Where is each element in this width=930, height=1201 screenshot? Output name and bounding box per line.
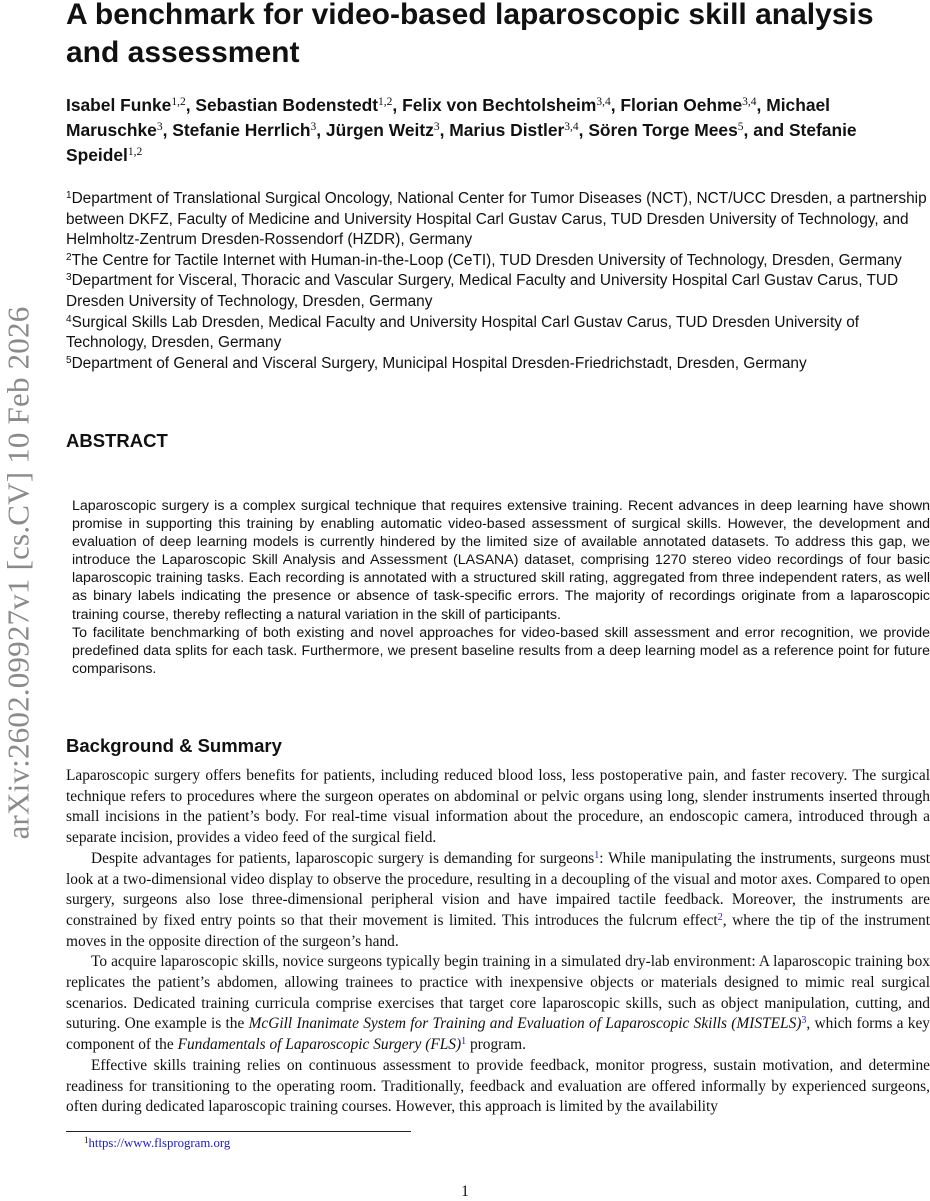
affiliation-text: The Centre for Tactile Internet with Human-in-the-Loop (CeTI), TUD Dresden University of Technology, Dresden, Germany [71,251,902,269]
footnote-url-link[interactable]: https://www.flsprogram.org [88,1136,231,1150]
abstract-paragraph: Laparoscopic surgery is a complex surgical technique that requires extensive training. Recent advances in deep learning have shown promise in supporting this training by enabling automatic video-based assessment of surgical skills. However, the development and evaluation of deep learning models is currently hindered by the limited size of available annotated datasets. To address this gap, we introduce the Laparoscopic Skill Analysis and Assessment (LASANA) dataset, comprising 1270 stereo video recordings of four basic laparoscopic training tasks. Each recording is annotated with a structured skill rating, aggregated from three independent raters, as well as binary labels indicating the presence or absence of task-specific errors. The majority of recordings originate from a laparoscopic training course, thereby reflecting a natural variation in the skill of participants. [72,498,930,623]
author-separator: , [439,120,450,140]
affiliation-list [66,189,930,374]
citation-link[interactable]: 3 [801,1015,807,1027]
abstract-heading: ABSTRACT [66,430,168,451]
body-paragraph: Effective skills training relies on continuous assessment to provide feedback, monitor progress, sustain motivation, and determine readiness for transitioning to the operating room. Traditionally, feedback and evaluation are offered informally by experienced surgeons, often during dedicated laparoscopic training courses. However, this approach is limited by the availability [66,1056,930,1116]
author-name: Jürgen Weitz [325,120,434,140]
body-text-run: , which forms a key component of the [66,1015,930,1054]
author-affiliation-marker: 1,2 [127,146,143,158]
body-text-run: , where the tip of the instrument moves in the opposite direction of the surgeon’s hand. [66,911,930,950]
body-paragraph [66,952,930,1056]
affiliation-text: Department for Visceral, Thoracic and Vascular Surgery, Medical Faculty and University Hospital Carl Gustav Carus, TUD Dresden University of Technology, Dresden, Germany [66,272,899,310]
author-affiliation-marker: 3,4 [564,121,579,133]
author-separator: , [578,120,589,140]
author-name: Isabel Funke [66,95,172,115]
footnote-divider [66,1131,411,1132]
body-paragraph [66,849,930,953]
affiliation-number: 4 [66,313,72,325]
body-text-run: program. [466,1036,526,1054]
background-body [66,766,930,1118]
author-name: Marius Distler [449,120,565,140]
affiliation-item [66,189,930,251]
affiliation-text: Surgical Skills Lab Dresden, Medical Faculty and University Hospital Carl Gustav Carus, TUD Dresden University of Technology, Dresden, Germany [66,313,860,352]
footnote-link[interactable]: 1 [461,1036,467,1048]
paper-title: A benchmark for video-based laparoscopic skill analysis and assessment [66,0,874,69]
arxiv-sidebar-stamp [0,268,36,878]
section-heading-background: Background & Summary [66,735,282,756]
author-separator: , [610,95,621,115]
author-list [66,93,930,168]
affiliation-number: 3 [66,272,72,284]
affiliation-number: 5 [66,354,72,366]
citation-link[interactable]: 1 [594,849,600,861]
author-separator: , [185,95,196,115]
author-separator: , [162,120,173,140]
affiliation-text: Department of General and Visceral Surgery, Municipal Hospital Dresden-Friedrichstadt, Dresden, Germany [71,354,807,372]
affiliation-item [66,251,930,272]
author-affiliation-marker: 3 [310,121,317,133]
emphasized-term: McGill Inanimate System for Training and Evaluation of Laparoscopic Skills (MISTELS) [248,1015,802,1033]
author-affiliation-marker: 3,4 [596,96,611,108]
page-number: 1 [461,1183,469,1200]
author-affiliation-marker: 1,2 [378,96,393,108]
author-separator: , and [743,120,789,140]
author-affiliation-marker: 1,2 [171,96,186,108]
citation-link[interactable]: 2 [717,911,723,923]
body-text-run: Despite advantages for patients, laparoscopic surgery is demanding for surgeons [91,849,595,867]
author-separator: , [392,95,403,115]
author-name: Stefanie Speidel [66,120,857,165]
author-affiliation-marker: 3 [156,121,163,133]
author-name: Florian Oehme [620,95,743,115]
affiliation-item [66,271,930,312]
emphasized-term: Fundamentals of Laparoscopic Surgery (FLS) [177,1036,462,1054]
affiliation-item [66,354,930,375]
body-text-run: To acquire laparoscopic skills, novice surgeons typically begin training in a simulated dry-lab environment: A laparoscopic training box replicates the patient’s abdomen, allowing trainees to practice with inexpensive objects or materials designed to mimic real surgical scenarios. Dedicated training curricula comprise exercises that target core laparoscopic skills, such as object manipulation, cutting, and suturing. One example is the [66,953,930,1033]
author-separator: , [756,95,767,115]
author-name: Michael Maruschke [66,95,830,140]
author-name: Sören Torge Mees [588,120,738,140]
affiliation-number: 1 [66,190,72,201]
footnote [84,1136,230,1151]
author-name: Sebastian Bodenstedt [195,95,379,115]
author-affiliation-marker: 3 [433,121,440,133]
author-name: Felix von Bechtolsheim [402,95,597,115]
author-separator: , [316,120,326,140]
author-name: Stefanie Herrlich [172,120,311,140]
abstract-paragraph: To facilitate benchmarking of both existing and novel approaches for video-based skill assessment and error recognition, we provide predefined data splits for each task. Furthermore, we present baseline results from a deep learning model as a reference point for future comparisons. [72,624,930,677]
footnote-number: 1 [84,1135,89,1145]
author-affiliation-marker: 5 [737,121,744,133]
affiliation-item [66,313,930,354]
body-text-run: : While manipulating the instruments, surgeons must look at a two-dimensional video display to observe the procedure, resulting in a decoupling of the visual and motor axes. Compared to open surgery, surgeons also lose three-dimensional peripheral vision and have impaired tactile feedback. Moreover, the instruments are constrained by fixed entry points so that their movement is limited. This introduces the fulcrum effect [66,849,930,929]
author-affiliation-marker: 3,4 [742,96,757,108]
affiliation-number: 2 [66,251,72,263]
abstract-body [72,497,930,678]
arxiv-identifier: arXiv:2602.09927v1 [cs.CV] 10 Feb 2026 [0,306,35,840]
body-paragraph: Laparoscopic surgery offers benefits for patients, including reduced blood loss, less postoperative pain, and faster recovery. The surgical technique refers to procedures where the surgeon operates on abdominal or pelvic organs using long, slender instruments inserted through small incisions in the patient’s body. For real-time visual information about the procedure, an endoscopic camera, introduced through a separate incision, provides a video feed of the surgical field. [66,767,930,847]
affiliation-text: Department of Translational Surgical Oncology, National Center for Tumor Diseases (NCT), NCT/UCC Dresden, a partnership between DKFZ, Faculty of Medicine and University Hospital Carl Gustav Carus, TUD Dresden University of Technology, and Helmholtz-Zentrum Dresden-Rossendorf (HZDR), Germany [66,190,927,249]
